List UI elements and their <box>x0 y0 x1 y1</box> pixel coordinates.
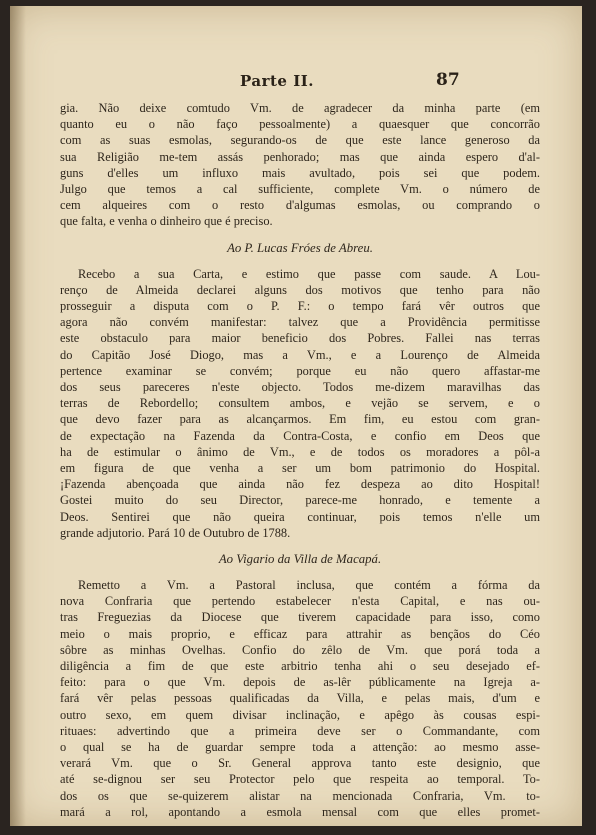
text-line: dos os que se-quizerem alistar na mencionada Confraria, Vm. to- <box>60 788 540 803</box>
letter-heading-lucas-froes: Ao P. Lucas Fróes de Abreu. <box>227 240 373 255</box>
text-line: renço de Almeida declarei alguns dos motivos que tenho para não <box>60 282 540 297</box>
text-line: fará vêr pelas pessoas qualificadas da Villa, e pelas mais, d'um e <box>60 691 540 706</box>
page-gutter-shadow <box>10 6 26 826</box>
text-line: grande adjutorio. Pará 10 de Outubro de 1788. <box>60 525 291 540</box>
text-line: o qual se ha de guardar sempre toda a attenção: ao mesmo asse- <box>60 739 540 754</box>
text-line: mará a rol, apontando a esmola mensal com que elles promet- <box>60 804 540 819</box>
letter-heading-vigario-macapa: Ao Vigario da Villa de Macapá. <box>218 551 382 566</box>
text-line: que devo fazer para as alcançarmos. Em fim, eu estou com gran- <box>60 412 540 427</box>
text-line: outro sexo, em quem divisar inclinação, e apêgo às cousas espi- <box>60 707 540 722</box>
text-line: gia. Não deixe comtudo Vm. de agradecer da minha parte (em <box>60 101 540 115</box>
text-line: verará Vm. que o Sr. General approva tanto este designio, que <box>60 756 540 771</box>
text-line: feito: para o que Vm. depois de as-lêr públicamente na Igreja a- <box>60 675 540 690</box>
text-block <box>60 100 540 820</box>
text-line: até se-dignou ser seu Protector pelo que respeita ao temporal. To- <box>60 772 540 787</box>
page-number: 87 <box>436 70 460 90</box>
text-line: ¡Fazenda abençoada que ainda não fez despeza ao dito Hospital! <box>60 477 540 492</box>
text-line: cem alqueires com o resto d'algumas esmolas, ou comprando o <box>60 198 540 213</box>
paragraph-continued <box>60 100 540 230</box>
text-line: ha de estimular o ânimo de Vm., e de todos os moradores a pôl-a <box>60 444 540 459</box>
text-line: este obstaculo para maior beneficio dos Pobres. Fallei nas terras <box>60 331 540 346</box>
text-line: terras de Rebordello; consultem ambos, e vejão se servem, e o <box>60 396 540 411</box>
text-line: de expectação na Fazenda da Contra-Costa, e confio em Deos que <box>60 428 540 443</box>
text-line: meio o mais proprio, e efficaz para attrahir as bençãos do Céo <box>60 626 540 641</box>
text-line: que falta, e venha o dinheiro que é preciso. <box>60 214 273 229</box>
text-line: Remetto a Vm. a Pastoral inclusa, que contém a fórma da <box>78 578 540 593</box>
text-line: prosseguir a disputa com o P. F.: o tempo fará vêr outros que <box>60 299 540 314</box>
text-line: sôbre as minhas Ovelhas. Confio do zêlo de Vm. que porá toda a <box>60 642 540 657</box>
text-line: sua Religião me-tem assás penhorado; mas que ainda espero d'al- <box>60 149 540 164</box>
letter-paragraph-vigario-macapa <box>60 577 540 820</box>
text-line: tras Freguezias da Diocese que tiverem capacidade para isso, como <box>60 610 540 625</box>
text-line: nova Confraria que pertendo estabelecer n'esta Capital, e nas ou- <box>60 594 540 609</box>
text-line: Deos. Sentirei que não queira continuar, pois temos n'elle um <box>60 509 540 524</box>
text-line: agora não convém manifestar: talvez que a Providência permitisse <box>60 315 540 330</box>
text-line: com as suas esmolas, segurando-os de que este lance generoso da <box>60 133 540 148</box>
text-line: dos seus pareceres n'este objecto. Todos me-dizem maravilhas das <box>60 380 540 394</box>
text-line: em figura de que venha a ser um bom patrimonio do Hospital. <box>60 460 540 475</box>
text-line: diligência a fim de que este arbitrio tenha ahi o seu desejado ef- <box>60 659 540 673</box>
text-line: Gostei muito do seu Director, parece-me honrado, e temente a <box>60 493 540 508</box>
text-line: rituaes: advertindo que a primeira deve ser o Commandante, com <box>60 723 540 738</box>
text-line: pertence examinar se convém; porque eu não quero affastar-me <box>60 363 540 378</box>
text-line: quanto eu o não faço pessoalmente) a quaesquer que concorrão <box>60 117 540 132</box>
page-header <box>0 72 596 92</box>
text-line: do Capitão José Diogo, mas a Vm., e a Lourenço de Almeida <box>60 347 540 362</box>
text-line: guns d'elles um influxo mais avultado, pois sei que podem. <box>60 165 540 180</box>
text-line: Julgo que temos a cal sufficiente, complete Vm. o número de <box>60 181 540 196</box>
text-line: Recebo a sua Carta, e estimo que passe com saude. A Lou- <box>78 266 540 281</box>
running-head: Parte II. <box>240 72 314 90</box>
letter-paragraph-lucas-froes <box>60 266 540 541</box>
